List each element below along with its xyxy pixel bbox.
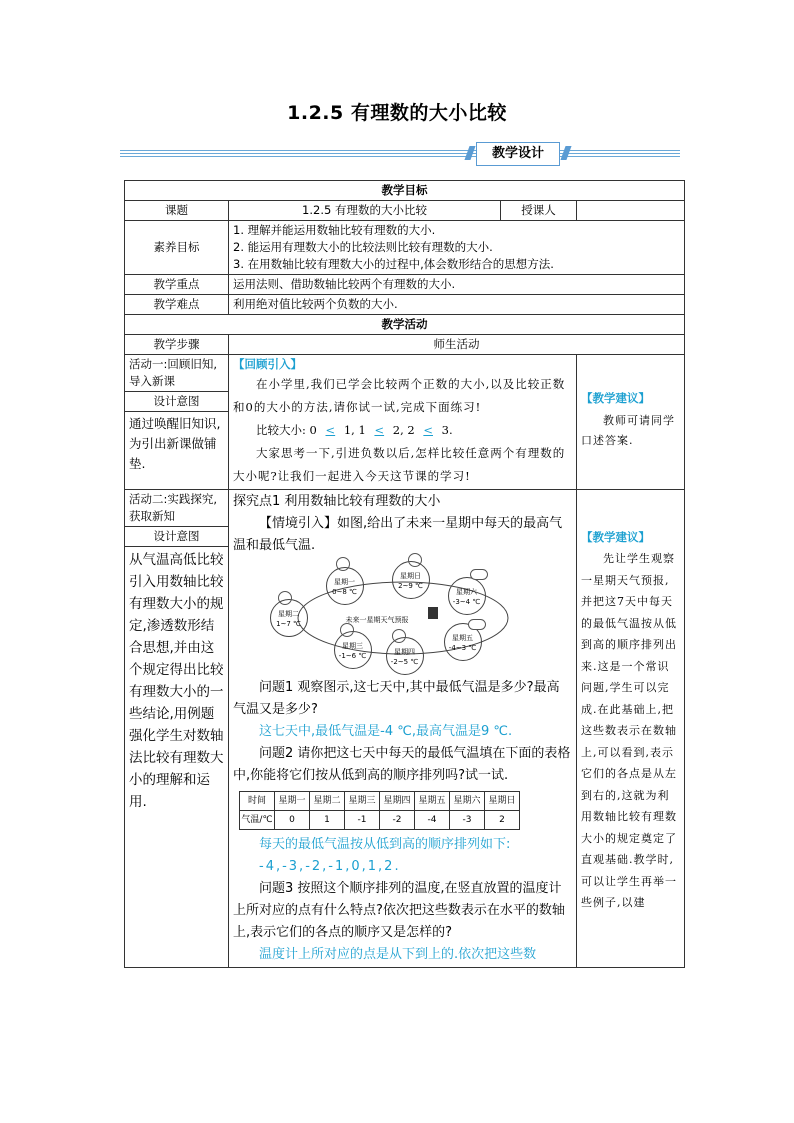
compare-line: 比较大小: 0 < 1, 1 < 2, 2 < 3. [256,423,453,437]
table-cell: 2 [485,811,520,830]
weather-forecast-figure [268,563,538,673]
act1-tip-text: 教师可请同学口述答案. [581,414,675,447]
steps-header: 教学步骤 [125,335,229,355]
difficult-label: 教学难点 [125,295,229,315]
sun-icon [340,623,354,637]
literacy-goal: 1. 理解并能运用数轴比较有理数的大小. [233,223,436,237]
forecast-title: 未来一星期天气预报 [345,616,409,624]
page-title: 1.2.5 有理数的大小比较 [287,102,507,124]
act2-tip-text: 先让学生观察一星期天气预报,并把这7天中每天的最低气温按从低到高的顺序排列出来.这是一个常识问题,学生可以完成.在此基础上,把这些数表示在数轴上,可以看到,表示它们的各点是从左到右的,这就为利用数轴比较有理数大小的规定奠定了直观基础.教学时,可以让学生再举一些例子,以建 [581,552,677,909]
compare-prefix: 比较大小: [256,423,306,437]
sun-icon [392,629,406,643]
act1-tip [577,355,685,490]
table-cell: 1 [310,811,345,830]
key-value: 运用法则、借助数轴比较两个有理数的大小. [229,275,685,295]
act1-content [229,355,577,490]
day-bubble: 星期日 2~9 ℃ [392,561,430,599]
table-header-cell: 星期二 [310,792,345,811]
cloud-icon [468,619,486,630]
cmp-value: 1 [358,423,366,437]
table-cell: -3 [450,811,485,830]
question-1: 问题1 观察图示,这七天中,其中最低气温是多少?最高气温又是多少? [233,680,560,717]
cmp-value: 0 [309,423,317,437]
cmp-answer: < [325,423,336,437]
act2-content [229,490,577,968]
difficult-value: 利用绝对值比较两个负数的大小. [229,295,685,315]
cmp-answer: < [374,423,385,437]
day-bubble: 星期四 -2~5 ℃ [386,637,424,675]
cmp-value: 3 [441,423,449,437]
cloud-icon [470,569,488,580]
literacy-goals [229,221,685,275]
act1-intent-label: 设计意图 [125,392,228,412]
table-cell: 气温/℃ [240,811,275,830]
teacher-value [577,201,685,221]
calendar-icon [428,607,438,619]
course-label: 课题 [125,201,229,221]
table-header-cell: 星期四 [380,792,415,811]
review-para: 在小学里,我们已学会比较两个正数的大小,以及比较正数和0的大小的方法,请你试一试,完成下面练习! [233,377,566,414]
cmp-value: 2 [407,423,415,437]
table-cell: -4 [415,811,450,830]
table-cell: 0 [275,811,310,830]
section-banner [120,141,680,167]
question-3: 问题3 按照这个顺序排列的温度,在竖直放置的温度计上所对应的点有什么特点?依次把这些数表示在水平的数轴上,表示它们的各点的顺序又是怎样的? [233,881,565,940]
table-row [240,792,520,811]
temperature-table [239,791,520,830]
banner-label: 教学设计 [476,142,560,166]
literacy-label: 素养目标 [125,221,229,275]
act2-tip-heading: 【教学建议】 [581,530,650,544]
day-bubble: 星期二 1~7 ℃ [270,599,308,637]
answer-1: 这七天中,最低气温是-4 ℃,最高气温是9 ℃. [259,724,513,739]
day-bubble: 星期六 -3~4 ℃ [448,577,486,615]
act2-tip [577,490,685,968]
answer-3: 温度计上所对应的点是从下到上的.依次把这些数 [259,947,537,962]
act2-step: 活动二:实践探究,获取新知 [125,490,228,527]
day-bubble: 星期三 -1~6 ℃ [334,631,372,669]
sun-icon [336,557,350,571]
table-header-cell: 时间 [240,792,275,811]
cmp-answer: < [423,423,433,437]
act2-left [125,490,229,968]
table-header-cell: 星期日 [485,792,520,811]
literacy-goal: 3. 在用数轴比较有理数大小的过程中,体会数形结合的思想方法. [233,257,554,271]
section-activities: 教学活动 [125,315,685,335]
literacy-goal: 2. 能运用有理数大小的比较法则比较有理数的大小. [233,240,493,254]
sun-icon [408,553,422,567]
activity-header: 师生活动 [229,335,685,355]
table-header-cell: 星期一 [275,792,310,811]
act1-tip-heading: 【教学建议】 [581,391,650,405]
act1-step: 活动一:回顾旧知,导入新课 [125,355,228,392]
cmp-value: 2 [392,423,401,437]
table-header-cell: 星期三 [345,792,380,811]
table-cell: -2 [380,811,415,830]
day-bubble: 星期五 -4~3 ℃ [444,623,482,661]
answer-2-sequence: -4,-3,-2,-1,0,1,2. [259,859,401,874]
act1-left [125,355,229,490]
act2-intent-label: 设计意图 [125,527,228,547]
lesson-table [124,180,685,968]
review-heading: 【回顾引入】 [233,357,302,371]
key-label: 教学重点 [125,275,229,295]
question-2: 问题2 请你把这七天中每天的最低气温填在下面的表格中,你能将它们按从低到高的顺序排列吗?试一试. [233,746,571,783]
teacher-label: 授课人 [501,201,577,221]
sun-icon [278,591,292,605]
cmp-value: 1 [343,423,352,437]
section-objectives: 教学目标 [125,181,685,201]
act2-intent: 从气温高低比较引入用数轴比较有理数大小的规定,渗透数形结合思想,并由这个规定得出比较有理数大小的一些结论,用例题强化学生对数轴法比较有理数大小的理解和运用. [129,552,224,810]
table-header-cell: 星期五 [415,792,450,811]
review-para-2: 大家思考一下,引进负数以后,怎样比较任意两个有理数的大小呢?让我们一起进入今天这节课的学习! [233,446,566,483]
scene-intro: 【情境引入】如图,给出了未来一星期中每天的最高气温和最低气温. [233,516,563,553]
table-cell: -1 [345,811,380,830]
table-header-cell: 星期六 [450,792,485,811]
day-bubble: 星期一 0~8 ℃ [326,567,364,605]
course-value: 1.2.5 有理数的大小比较 [229,201,501,221]
answer-2: 每天的最低气温按从低到高的顺序排列如下: [259,837,511,852]
explore-point: 探究点1 利用数轴比较有理数的大小 [233,494,441,509]
act1-intent: 通过唤醒旧知识,为引出新课做铺垫. [129,416,221,471]
table-row [240,811,520,830]
